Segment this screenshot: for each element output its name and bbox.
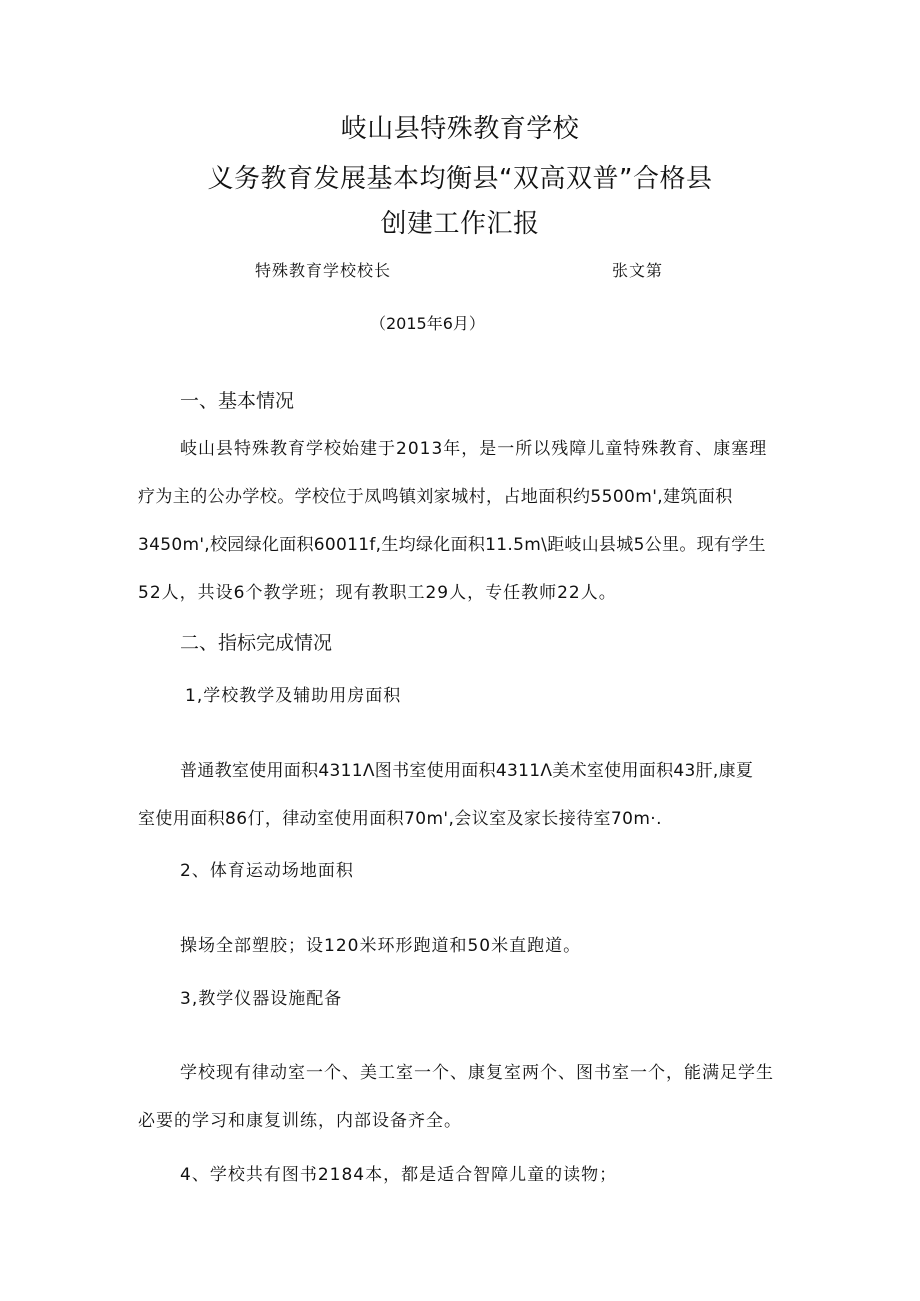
item-4-line: 4、学校共有图书2184本，都是适合智障儿童的读物； [180, 1165, 618, 1185]
author-role: 特殊教育学校校长 [255, 261, 392, 280]
item-3-paragraph-line: 学校现有律动室一个、美工室一个、康复室两个、图书室一个，能满足学生 [180, 1063, 774, 1083]
section-1-paragraph-line: 3450m',校园绿化面积60011f,生均绿化面积11.5m\距岐山县城5公里。现有学生 [138, 535, 766, 555]
section-2-heading: 二、指标完成情况 [180, 632, 333, 654]
section-1-heading: 一、基本情况 [180, 390, 295, 412]
item-2-paragraph-line: 操场全部塑胶；设120米环形跑道和50米直跑道。 [180, 936, 582, 956]
report-date: （2015年6月） [370, 314, 485, 333]
item-1-title: 1,学校教学及辅助用房面积 [185, 686, 402, 706]
author-name: 张文第 [612, 261, 664, 280]
item-2-title: 2、体育运动场地面积 [180, 861, 354, 881]
item-1-paragraph-line: 普通教室使用面积4311Λ图书室使用面积4311Λ美术室使用面积43肝,康夏 [180, 761, 754, 781]
section-1-paragraph-line: 52人，共设6个教学班；现有教职工29人，专任教师22人。 [138, 583, 617, 603]
section-1-paragraph-line: 疗为主的公办学校。学校位于凤鸣镇刘家城村，占地面积约5500m',建筑面积 [138, 487, 733, 507]
item-3-paragraph-line: 必要的学习和康复训练，内部设备齐全。 [138, 1111, 462, 1131]
item-3-title: 3,教学仪器设施配备 [180, 989, 343, 1009]
title-line-3: 创建工作汇报 [380, 209, 540, 239]
item-1-paragraph-line: 室使用面积86仃，律动室使用面积70m',会议室及家长接待室70m·. [138, 809, 662, 829]
section-1-paragraph-line: 岐山县特殊教育学校始建于2013年，是一所以残障儿童特殊教育、康塞理 [180, 439, 768, 459]
title-line-1: 岐山县特殊教育学校 [340, 114, 580, 144]
title-line-2: 义务教育发展基本均衡县“双高双普”合格县 [207, 164, 713, 194]
